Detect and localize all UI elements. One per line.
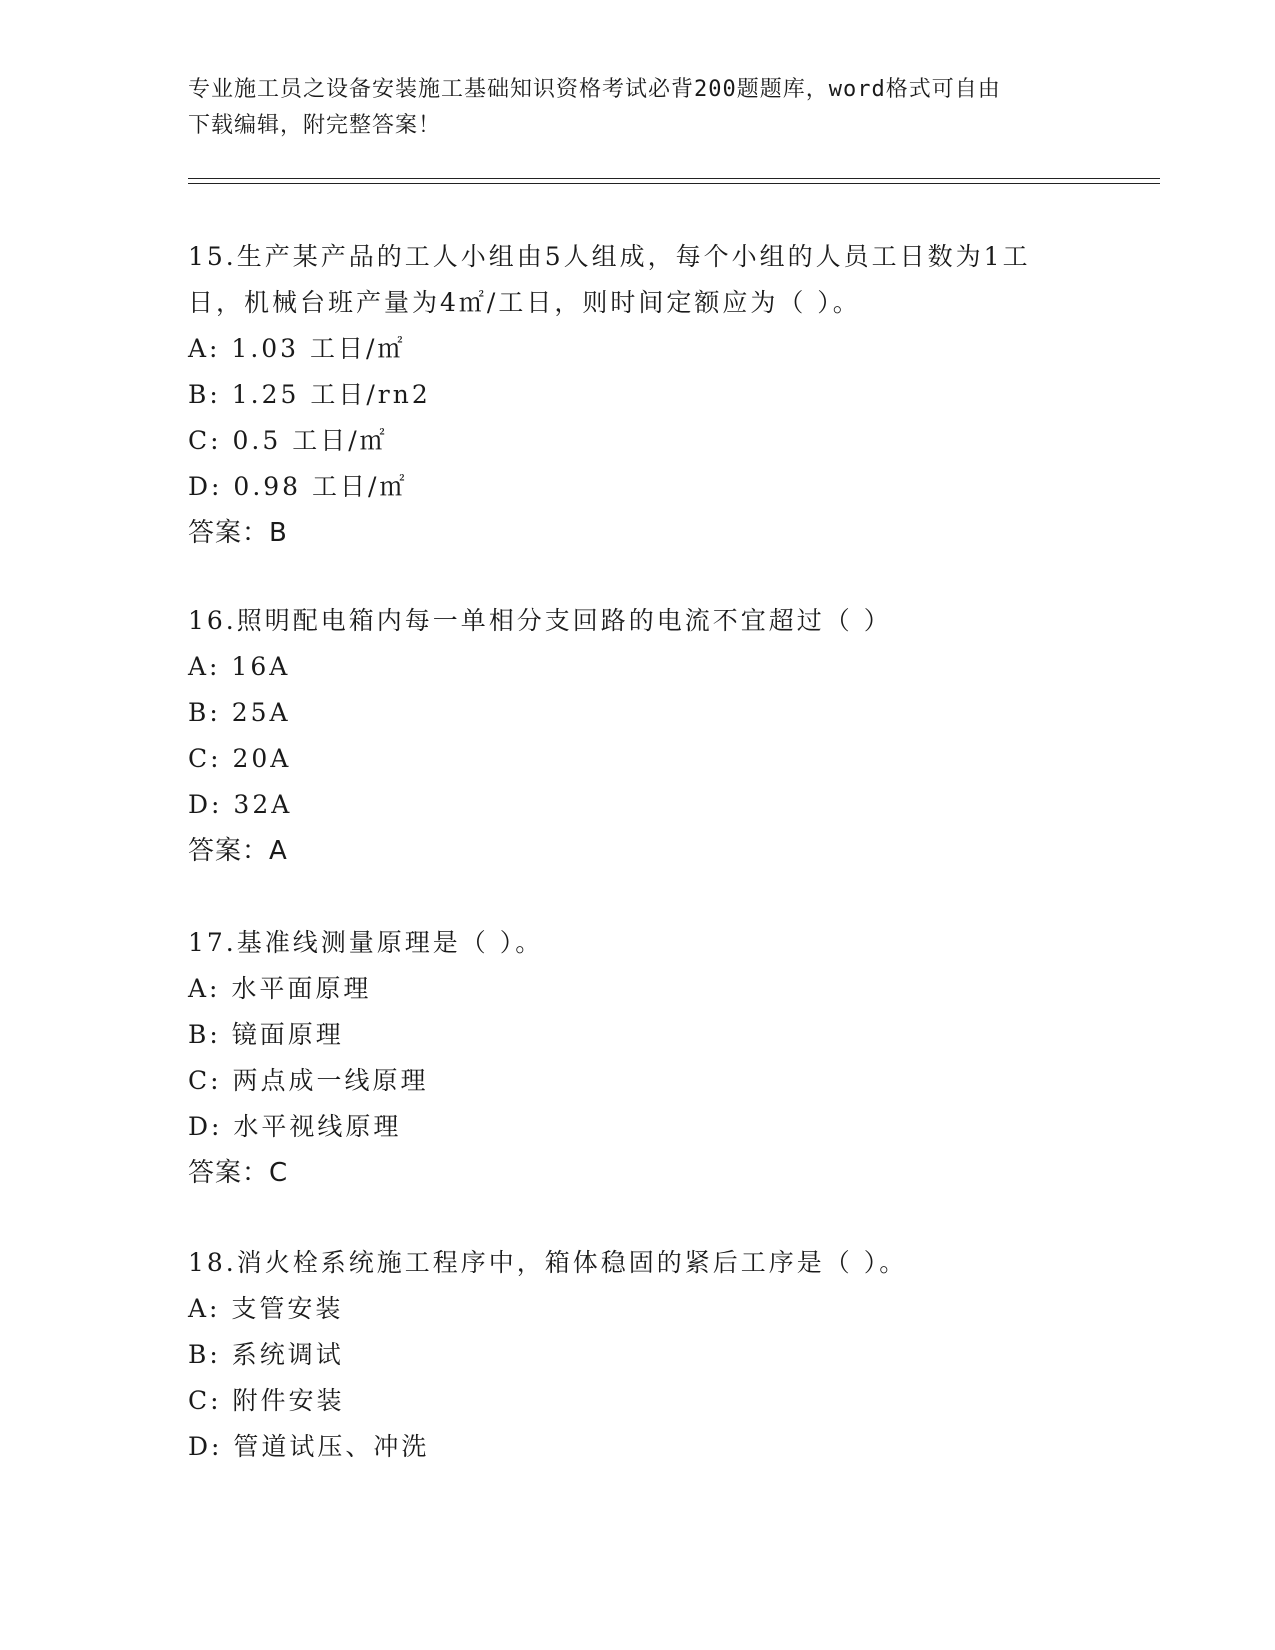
header-line-1: 专业施工员之设备安装施工基础知识资格考试必背200题题库，word格式可自由 [188,77,1001,102]
question-stem: 18.消火栓系统施工程序中，箱体稳固的紧后工序是（ ）。 [188,1248,908,1277]
option-d: D: 水平视线原理 [188,1112,402,1141]
answer: 答案：C [188,1158,289,1188]
option-a: A: 1.03 工日/㎡ [188,334,406,363]
option-b: B: 镜面原理 [188,1020,344,1049]
answer: 答案：B [188,518,288,548]
question-16 [188,598,1088,874]
header-line-2: 下载编辑，附完整答案！ [188,113,442,138]
option-d: D: 0.98 工日/㎡ [188,472,408,501]
question-stem-continued: 日，机械台班产量为4㎡/工日，则时间定额应为（ ）。 [188,288,861,317]
question-17 [188,920,1088,1196]
header-divider-top [188,178,1160,179]
option-b: B: 25A [188,698,291,727]
option-b: B: 系统调试 [188,1340,344,1369]
option-d: D: 32A [188,790,293,819]
option-c: C: 0.5 工日/㎡ [188,426,388,455]
option-a: A: 水平面原理 [188,974,372,1003]
question-stem: 17.基准线测量原理是（ ）。 [188,928,544,957]
question-15 [188,234,1088,556]
option-c: C: 附件安装 [188,1386,345,1415]
option-c: C: 20A [188,744,292,773]
option-a: A: 支管安装 [188,1294,344,1323]
question-18 [188,1240,1088,1470]
document-header [188,72,1088,144]
option-c: C: 两点成一线原理 [188,1066,429,1095]
question-stem: 15.生产某产品的工人小组由5人组成，每个小组的人员工日数为1工 [188,242,1031,271]
answer: 答案：A [188,836,288,866]
question-stem: 16.照明配电箱内每一单相分支回路的电流不宜超过（ ） [188,606,892,635]
option-b: B: 1.25 工日/rn2 [188,380,431,409]
option-a: A: 16A [188,652,291,681]
header-divider-bottom [188,183,1160,184]
option-d: D: 管道试压、冲洗 [188,1432,430,1461]
